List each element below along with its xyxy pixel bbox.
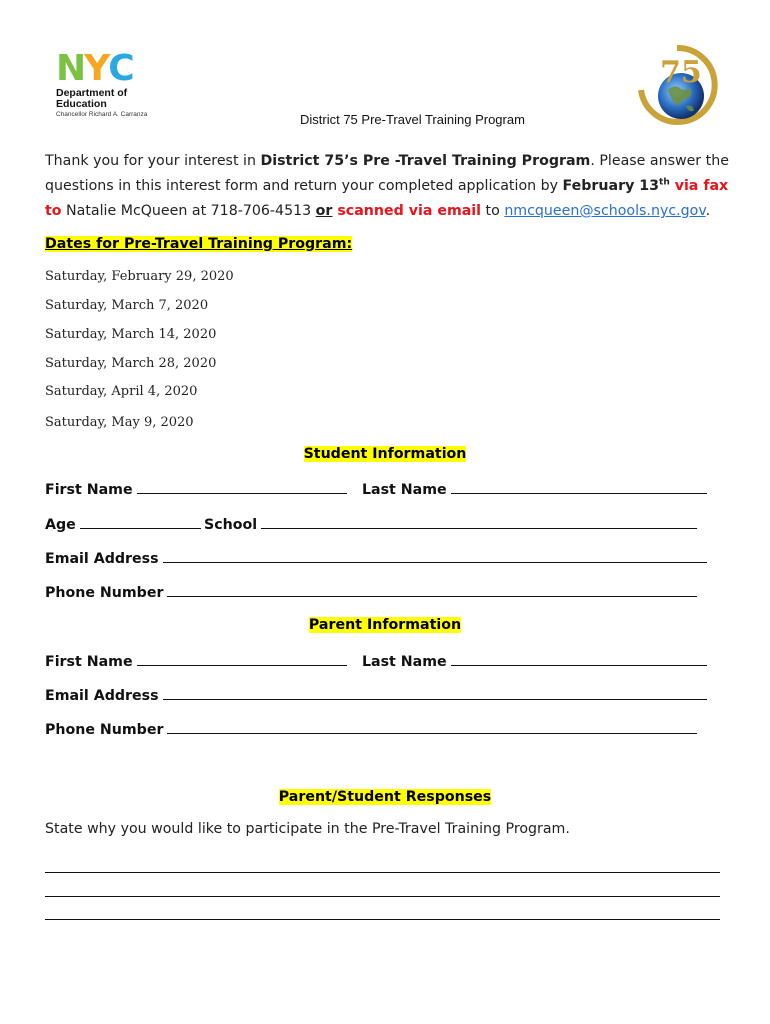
intro-deadline-date: February 13 <box>562 178 660 194</box>
page-header-title: District 75 Pre-Travel Training Program <box>300 112 525 127</box>
intro-period: . <box>705 203 711 219</box>
parent-first-name <box>45 652 347 670</box>
parent-last-name-field[interactable] <box>451 652 707 666</box>
student-first-name <box>45 480 347 498</box>
dates-heading: Dates for Pre-Travel Training Program: <box>45 236 353 252</box>
response-line-3[interactable] <box>45 919 720 920</box>
chancellor-line: Chancellor Richard A. Carranza <box>56 111 148 118</box>
student-phone-label: Phone Number <box>45 585 164 601</box>
parent-phone-field[interactable] <box>167 720 697 734</box>
parent-email-label: Email Address <box>45 688 159 704</box>
intro-or: or <box>315 203 333 219</box>
intro-via-fax: via fax to <box>45 178 729 219</box>
student-age <box>45 515 201 533</box>
date-item: Saturday, March 28, 2020 <box>45 356 217 371</box>
student-first-name-field[interactable] <box>137 480 347 494</box>
parent-phone-label: Phone Number <box>45 722 164 738</box>
responses-section <box>0 788 770 806</box>
intro-text-1: Thank you for your interest in <box>45 153 261 169</box>
nyc-letter-n: N <box>56 48 85 89</box>
globe-icon <box>636 44 718 126</box>
student-age-label: Age <box>45 517 76 533</box>
response-line-1[interactable] <box>45 872 720 873</box>
parent-phone <box>45 720 697 738</box>
date-item: Saturday, March 7, 2020 <box>45 298 209 313</box>
d75-number: 75 <box>660 55 702 90</box>
student-school-label: School <box>204 517 258 533</box>
student-last-name-label: Last Name <box>362 482 447 498</box>
d75-logo <box>636 44 718 126</box>
intro-to: to <box>481 203 505 219</box>
student-first-name-label: First Name <box>45 482 133 498</box>
nyc-doe-logo <box>56 48 166 124</box>
doe-line-2: Education <box>56 98 107 110</box>
intro-text-3: . Please answer the questions in this interest form and return your completed application by <box>45 153 729 194</box>
intro-paragraph <box>45 149 735 224</box>
date-item: Saturday, May 9, 2020 <box>45 415 194 430</box>
student-email-field[interactable] <box>163 549 707 563</box>
student-school <box>204 515 697 533</box>
parent-first-name-field[interactable] <box>137 652 347 666</box>
nyc-letter-y: Y <box>84 48 109 89</box>
student-last-name <box>362 480 707 498</box>
email-link[interactable]: nmcqueen@schools.nyc.gov <box>504 203 706 219</box>
parent-email <box>45 686 707 704</box>
student-email <box>45 549 707 567</box>
student-last-name-field[interactable] <box>451 480 707 494</box>
parent-first-name-label: First Name <box>45 654 133 670</box>
student-info-heading: Student Information <box>303 446 467 462</box>
parent-section <box>0 616 770 634</box>
student-section <box>0 445 770 463</box>
responses-heading: Parent/Student Responses <box>278 789 492 805</box>
date-item: Saturday, February 29, 2020 <box>45 269 234 284</box>
student-school-field[interactable] <box>261 515 697 529</box>
participation-question: State why you would like to participate in the Pre-Travel Training Program. <box>45 821 570 837</box>
intro-program-name: District 75’s Pre -Travel Training Program <box>260 153 591 169</box>
parent-email-field[interactable] <box>163 686 707 700</box>
intro-scanned-email: scanned via email <box>332 203 482 219</box>
student-phone-field[interactable] <box>167 583 697 597</box>
nyc-letter-c: C <box>108 48 133 89</box>
parent-last-name-label: Last Name <box>362 654 447 670</box>
date-item: Saturday, April 4, 2020 <box>45 384 198 399</box>
nyc-wordmark <box>56 48 166 89</box>
intro-deadline <box>563 178 670 194</box>
doe-line-1: Department of <box>56 87 128 99</box>
intro-deadline-suffix: th <box>659 177 670 188</box>
response-line-2[interactable] <box>45 896 720 897</box>
parent-info-heading: Parent Information <box>308 617 462 633</box>
student-phone <box>45 583 697 601</box>
student-age-field[interactable] <box>80 515 201 529</box>
date-item: Saturday, March 14, 2020 <box>45 327 217 342</box>
student-email-label: Email Address <box>45 551 159 567</box>
parent-last-name <box>362 652 707 670</box>
intro-contact: Natalie McQueen at 718-706-4513 <box>61 203 316 219</box>
